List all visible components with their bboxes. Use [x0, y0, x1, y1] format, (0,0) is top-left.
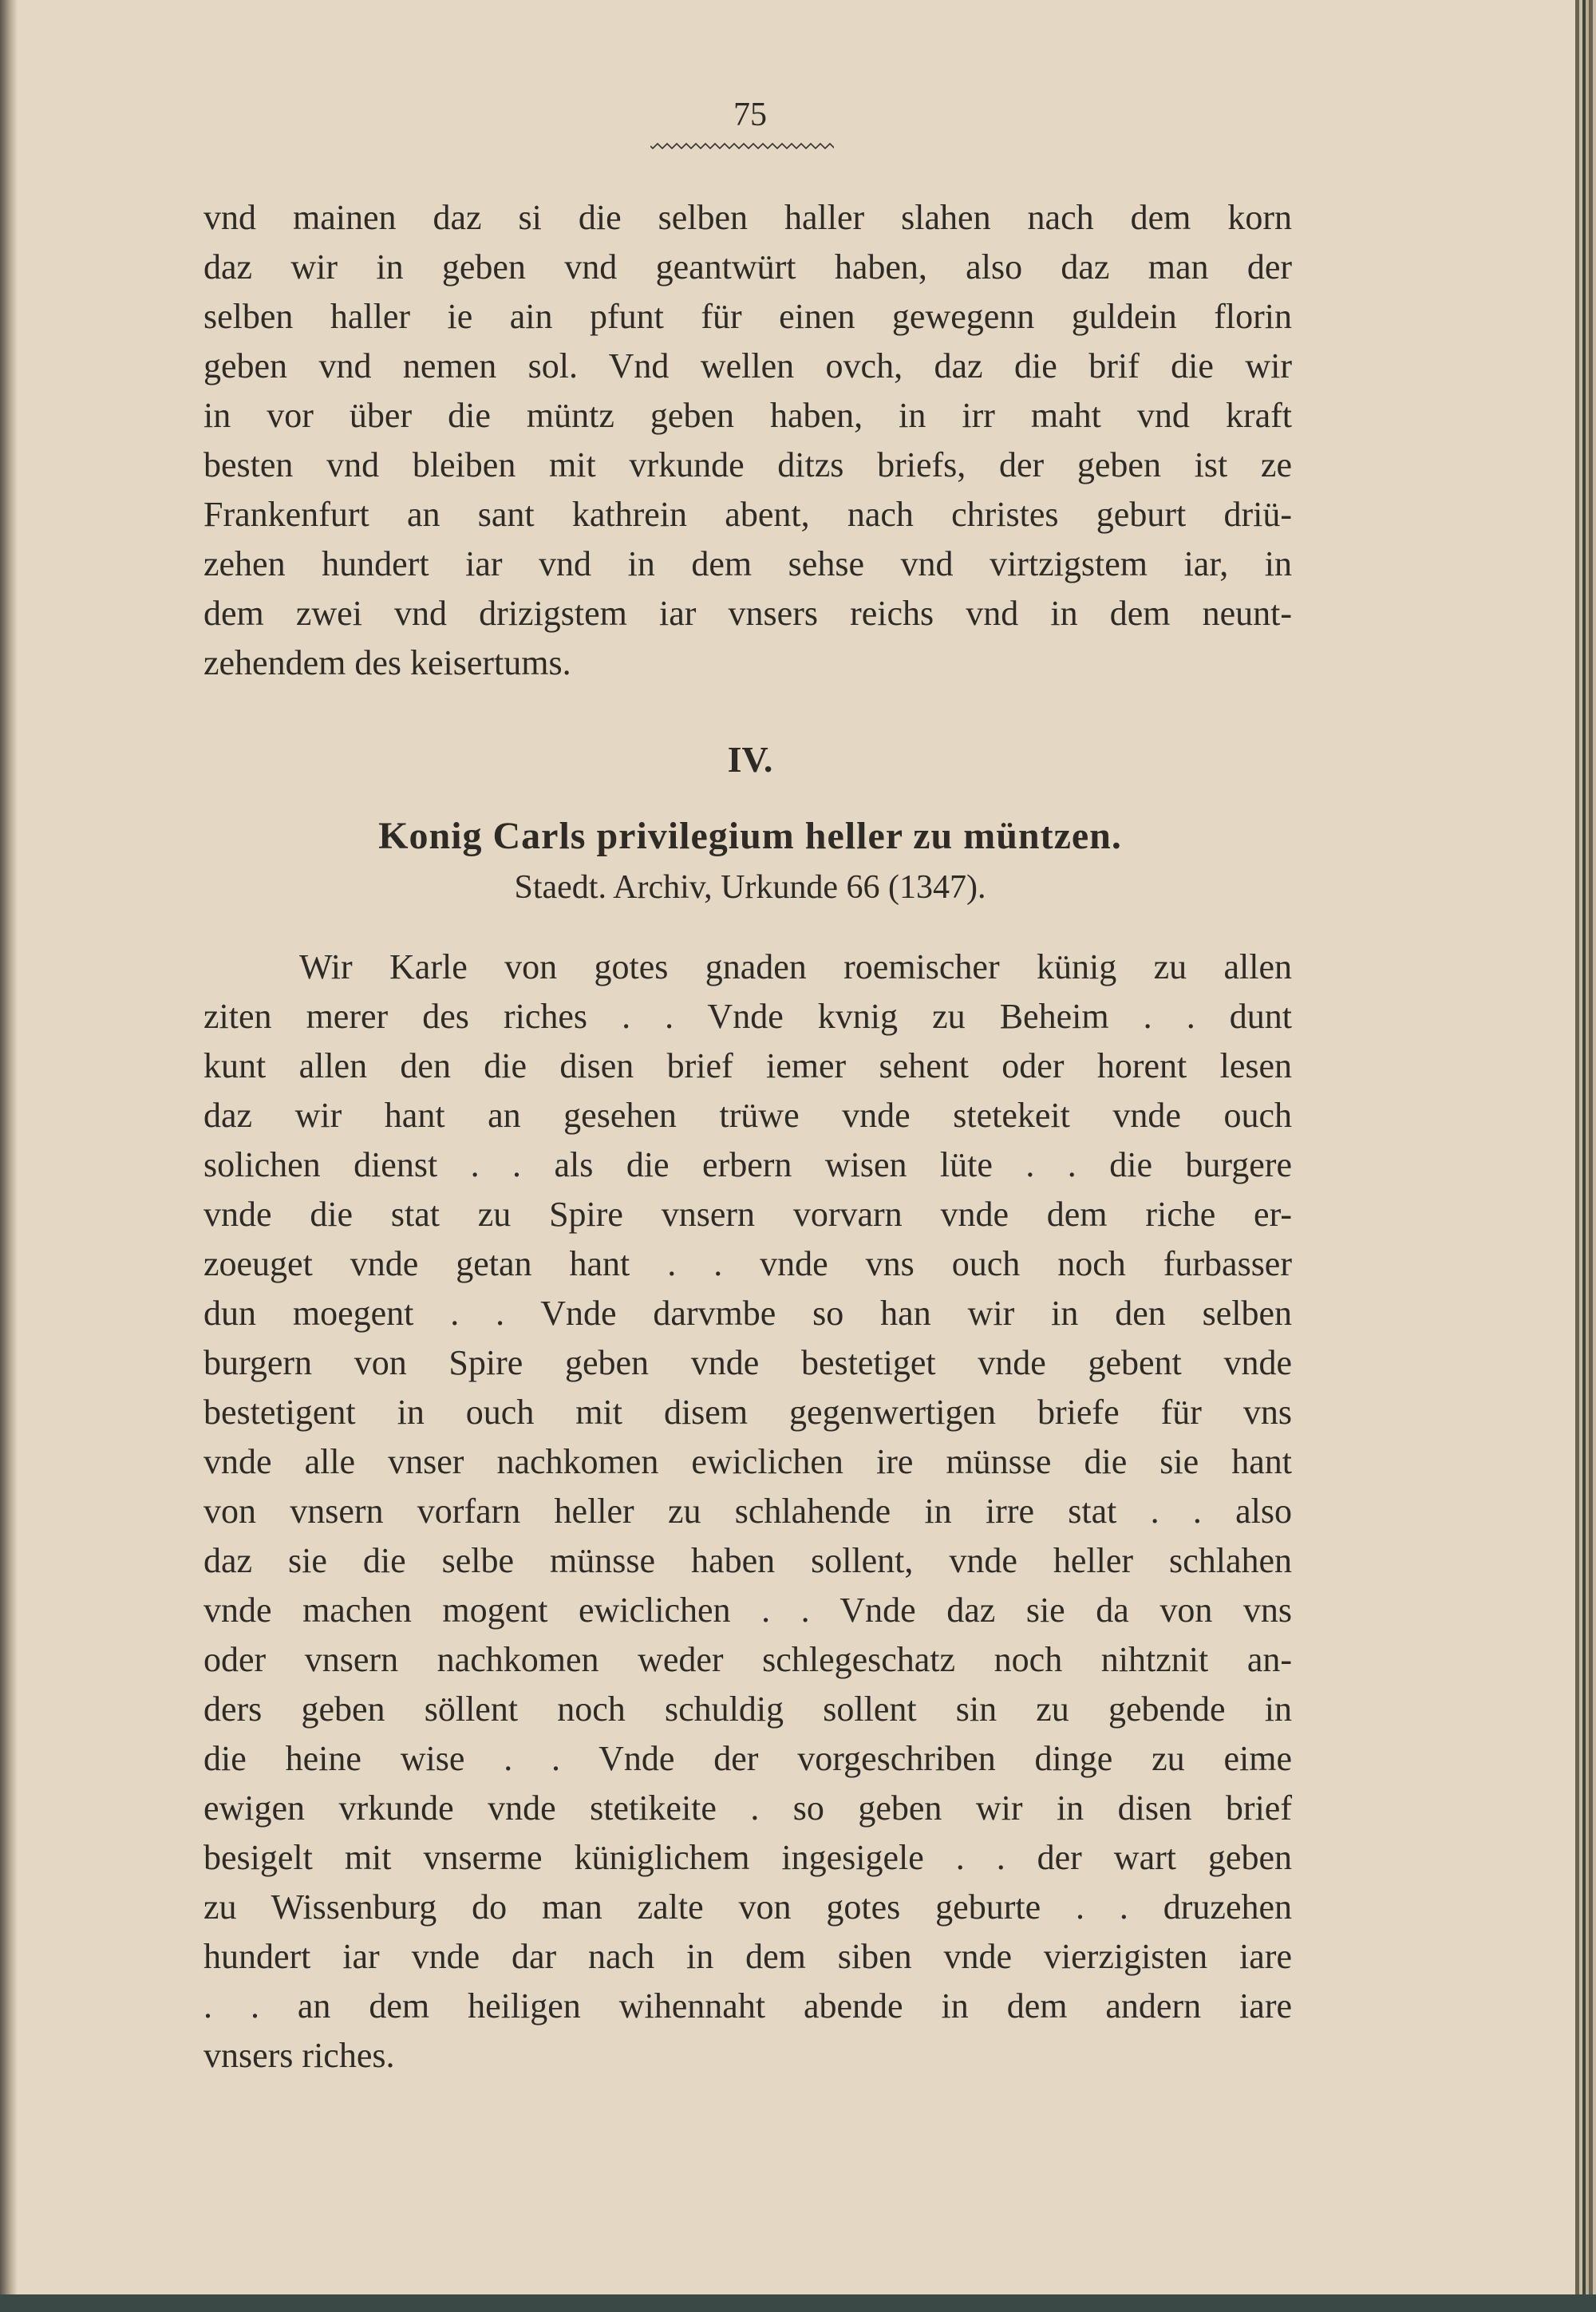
text-line: die heine wise . . Vnde der vorgeschriben dinge zu eime: [203, 1739, 1292, 1778]
text-line: besigelt mit vnserme küniglichem ingesigele . . der wart geben: [203, 1838, 1292, 1877]
text-line: burgern von Spire geben vnde bestetiget vnde gebent vnde: [203, 1343, 1292, 1382]
text-line: hundert iar vnde dar nach in dem siben vnde vierzigisten iare: [203, 1937, 1292, 1976]
text-line: ewigen vrkunde vnde stetikeite . so geben wir in disen brief: [203, 1788, 1292, 1828]
section-title: Konig Carls privilegium heller zu müntzen.: [378, 815, 1122, 857]
text-line: . . an dem heiligen wihennaht abende in dem andern iare: [203, 1986, 1292, 2025]
page-number-ornament: [650, 140, 834, 152]
page-left-edge-shadow: [0, 0, 18, 2312]
text-line: zu Wissenburg do man zalte von gotes geburte . . druzehen: [203, 1887, 1292, 1927]
text-line: ders geben söllent noch schuldig sollent sin zu gebende in: [203, 1690, 1292, 1729]
book-binding-edge: [1575, 0, 1596, 2312]
paragraph-continued: [203, 193, 1292, 688]
text-line: ziten merer des riches . . Vnde kvnig zu Beheim . . dunt: [203, 997, 1292, 1036]
text-line: zehendem des keisertums.: [203, 643, 571, 682]
page-number: 75: [733, 97, 767, 133]
section-source: Staedt. Archiv, Urkunde 66 (1347).: [514, 869, 986, 906]
text-line: zoeuget vnde getan hant . . vnde vns ouch noch furbasser: [203, 1244, 1292, 1283]
text-line: besten vnd bleiben mit vrkunde ditzs briefs, der geben ist ze: [203, 445, 1292, 484]
text-line: dem zwei vnd drizigstem iar vnsers reichs vnd in dem neunt-: [203, 594, 1292, 633]
section-numeral: IV.: [727, 739, 773, 780]
text-line: solichen dienst . . als die erbern wisen lüte . . die burgere: [203, 1145, 1292, 1184]
text-line: vnde machen mogent ewiclichen . . Vnde daz sie da von vns: [203, 1591, 1292, 1630]
text-line: zehen hundert iar vnd in dem sehse vnd virtzigstem iar, in: [203, 544, 1292, 583]
text-line: in vor über die müntz geben haben, in irr maht vnd kraft: [203, 396, 1292, 435]
text-line: daz sie die selbe münsse haben sollent, vnde heller schlahen: [203, 1541, 1292, 1580]
text-line: vnsers riches.: [203, 2036, 395, 2075]
text-line: Frankenfurt an sant kathrein abent, nach christes geburt driü-: [203, 495, 1292, 534]
text-line: von vnsern vorfarn heller zu schlahende in irre stat . . also: [203, 1492, 1292, 1531]
text-line: dun moegent . . Vnde darvmbe so han wir in den selben: [203, 1294, 1292, 1333]
text-line: Wir Karle von gotes gnaden roemischer künig zu allen: [299, 947, 1292, 986]
text-line: vnde die stat zu Spire vnsern vorvarn vnde dem riche er-: [203, 1195, 1292, 1234]
text-line: bestetigent in ouch mit disem gegenwertigen briefe für vns: [203, 1393, 1292, 1432]
text-line: oder vnsern nachkomen weder schlegeschatz noch nihtznit an-: [203, 1640, 1292, 1679]
text-line: daz wir hant an gesehen trüwe vnde stetekeit vnde ouch: [203, 1096, 1292, 1135]
text-line: kunt allen den die disen brief iemer sehent oder horent lesen: [203, 1046, 1292, 1085]
text-line: daz wir in geben vnd geantwürt haben, also daz man der: [203, 247, 1292, 287]
text-line: geben vnd nemen sol. Vnd wellen ovch, daz die brif die wir: [203, 346, 1292, 385]
text-line: selben haller ie ain pfunt für einen gewegenn guldein florin: [203, 297, 1292, 336]
scan-bottom-border: [0, 2294, 1596, 2312]
text-line: vnd mainen daz si die selben haller slahen nach dem korn: [203, 198, 1292, 237]
document-paragraph: [203, 943, 1292, 2081]
text-line: vnde alle vnser nachkomen ewiclichen ire münsse die sie hant: [203, 1442, 1292, 1481]
